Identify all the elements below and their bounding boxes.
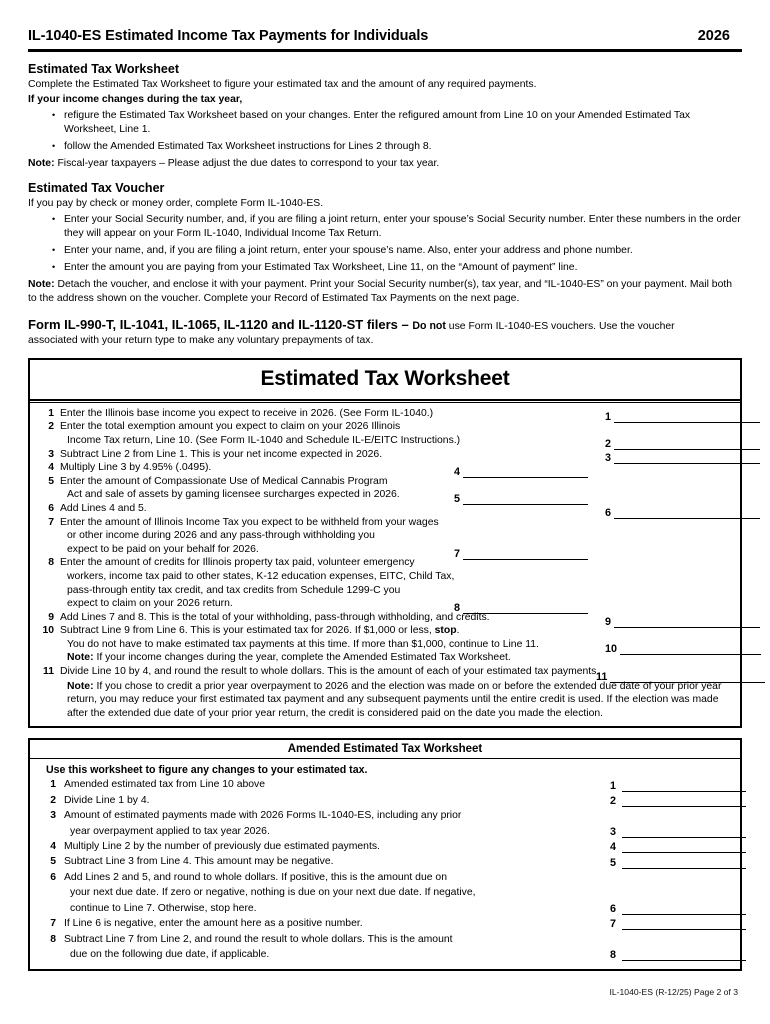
list-item: • refigure the Estimated Tax Worksheet based on your changes. Enter the refigured amount from Line 10 on your Amended Estimated Tax Worksheet, Line 1.: [54, 109, 742, 137]
worksheet-body: [30, 403, 740, 727]
line-text-tail: .: [456, 625, 460, 637]
note-label: Note:: [28, 279, 55, 291]
section-heading-estimated-tax-worksheet: Estimated Tax Worksheet: [28, 62, 179, 76]
line-text-cont3: expect to claim on your 2026 return.: [67, 598, 233, 610]
answer-line-7[interactable]: [454, 549, 588, 560]
answer-number: 8: [454, 601, 461, 614]
answer-blank[interactable]: [622, 828, 746, 838]
line-text-cont: or other income during 2026 and any pass-through withholding you: [67, 530, 375, 542]
page-header: [28, 0, 742, 44]
list-item: • Enter your name, and, if you are filing a joint return, enter your spouse’s name. Also, enter your address and phone number.: [54, 244, 742, 258]
amended-answer-line-4[interactable]: [610, 842, 746, 853]
line-text: If Line 6 is negative, enter the amount here as a positive number.: [64, 918, 363, 930]
answer-line-8[interactable]: [454, 603, 588, 614]
line-text-cont2: continue to Line 7. Otherwise, stop here.: [70, 902, 257, 914]
worksheet-line-7: [36, 516, 732, 557]
voucher-lead: If you pay by check or money order, complete Form IL-1040-ES.: [28, 198, 324, 210]
answer-number: 5: [454, 492, 461, 505]
line-number: 2: [50, 794, 56, 806]
intro-bullet-list: [28, 109, 742, 154]
line-text: Enter the Illinois base income you expect to receive in 2026. (See Form IL-1040.): [60, 407, 434, 419]
line-text: Enter the total exemption amount you expect to claim on your 2026 Illinois: [60, 421, 401, 433]
answer-blank[interactable]: [620, 645, 761, 655]
line-text: Subtract Line 2 from Line 1. This is your net income expected in 2026.: [60, 448, 383, 460]
answer-number: 5: [610, 857, 617, 870]
tax-year: 2026: [697, 28, 730, 44]
line-text: Add Lines 4 and 5.: [60, 502, 147, 514]
answer-line-10[interactable]: [605, 644, 761, 655]
line-text: Subtract Line 7 from Line 2, and round the result to whole dollars. This is the amount: [64, 933, 453, 945]
answer-number: 11: [596, 670, 608, 683]
line-text: Enter the amount of credits for Illinois property tax paid, volunteer emergency: [60, 557, 415, 569]
list-item: • follow the Amended Estimated Tax Worksheet instructions for Lines 2 through 8.: [54, 140, 742, 154]
filers-paragraph: [28, 317, 742, 334]
worksheet-line-8: [36, 556, 732, 610]
answer-blank[interactable]: [614, 509, 760, 519]
filers-second-line: associated with your return type to make any voluntary prepayments of tax.: [28, 334, 374, 346]
filers-bold-lead: Form IL-990-T, IL-1041, IL-1065, IL-1120 and IL-1120-ST filers –: [28, 316, 413, 332]
line-text-cont: Act and sale of assets by gaming licensee surcharges expected in 2026.: [67, 489, 400, 501]
answer-number: 9: [605, 615, 612, 628]
answer-line-3[interactable]: [605, 453, 760, 464]
voucher-note: [28, 278, 742, 306]
amended-answer-line-7[interactable]: [610, 919, 746, 930]
answer-number: 2: [605, 437, 612, 450]
answer-number: 6: [605, 506, 612, 519]
line-text-cont2: pass-through entity tax credit, and tax credits from Schedule 1299-C you: [67, 584, 401, 596]
line-number: 4: [50, 841, 56, 853]
line-number: 3: [50, 810, 56, 822]
answer-number: 2: [610, 795, 617, 808]
answer-blank[interactable]: [463, 468, 588, 478]
answer-blank[interactable]: [614, 413, 760, 423]
answer-line-4[interactable]: [454, 467, 588, 478]
amended-lead: Use this worksheet to figure any changes to your estimated tax.: [46, 764, 368, 777]
amended-worksheet-body: [30, 759, 740, 969]
answer-blank[interactable]: [614, 440, 760, 450]
amended-answer-line-6[interactable]: [610, 904, 746, 915]
intro-note: [28, 157, 742, 171]
answer-line-6[interactable]: [605, 508, 760, 519]
answer-line-11[interactable]: [596, 672, 765, 683]
answer-line-2[interactable]: [605, 439, 760, 450]
answer-blank[interactable]: [622, 797, 746, 807]
intro-lead: Complete the Estimated Tax Worksheet to figure your estimated tax and the amount of any required payments.: [28, 79, 537, 90]
answer-number: 7: [454, 547, 461, 560]
amended-answer-line-2[interactable]: [610, 796, 746, 807]
line-text-cont: your next due date. If zero or negative, nothing is due on your next due date. If negative,: [70, 887, 476, 899]
line-text: Divide Line 1 by 4.: [64, 794, 150, 806]
worksheet-line-5: [36, 475, 732, 502]
line-text-cont2: expect to be paid on your behalf for 2026.: [67, 543, 259, 555]
answer-blank[interactable]: [463, 495, 588, 505]
line-number: 1: [48, 407, 54, 419]
line-text-cont: year overpayment applied to tax year 2026.: [70, 825, 270, 837]
line-number: 8: [50, 933, 56, 945]
line-text: Enter the amount of Compassionate Use of Medical Cannabis Program: [60, 475, 388, 487]
answer-number: 4: [454, 465, 461, 478]
line-number: 5: [48, 475, 54, 487]
answer-number: 10: [605, 642, 618, 655]
line-text: Multiply Line 3 by 4.95% (.0495).: [60, 462, 212, 474]
answer-number: 1: [605, 410, 612, 423]
worksheet-title: Estimated Tax Worksheet: [260, 366, 510, 390]
answer-blank[interactable]: [463, 604, 588, 614]
page-title: IL-1040-ES Estimated Income Tax Payments for Individuals: [28, 28, 429, 44]
answer-number: 3: [610, 826, 617, 839]
note-label: Note:: [28, 158, 55, 169]
note-label: Note:: [67, 680, 94, 692]
amended-estimated-tax-worksheet-box: [28, 738, 742, 971]
line-text-cont: workers, income tax paid to other states, K-12 education expenses, EITC, Child Tax,: [67, 570, 455, 582]
line-text-cont: You do not have to make estimated tax payments at this time. If more than $1,000, continue to Line 11.: [67, 638, 539, 650]
header-rule: [28, 49, 742, 52]
answer-line-9[interactable]: [605, 617, 760, 628]
line-text: Amount of estimated payments made with 2026 Forms IL-1040-ES, including any prior: [64, 810, 462, 822]
line-number: 11: [43, 666, 54, 678]
estimated-tax-worksheet-box: [28, 358, 742, 729]
list-item: • Enter your Social Security number, and, if you are filing a joint return, enter your spouse’s Social Security number. Enter these numbers in the order they will appear on your Form IL-1040, Individual Income Tax Return.: [54, 213, 742, 241]
line-number: 6: [50, 871, 56, 883]
answer-blank[interactable]: [622, 843, 746, 853]
line-text: Add Lines 2 and 5, and round to whole dollars. If positive, this is the amount due on: [64, 871, 447, 883]
line-text-cont: Income Tax return, Line 10. (See Form IL-1040 and Schedule IL-E/EITC Instructions.): [67, 434, 461, 446]
line-number: 4: [48, 462, 54, 474]
line-text: Enter the amount of Illinois Income Tax you expect to be withheld from your wages: [60, 516, 439, 528]
answer-blank[interactable]: [622, 905, 746, 915]
amended-answer-line-3[interactable]: [610, 827, 746, 838]
note-text: If your income changes during the year, complete the Amended Estimated Tax Worksheet.: [93, 652, 511, 664]
page-footer: IL-1040-ES (R-12/25) Page 2 of 3: [609, 987, 738, 997]
answer-blank[interactable]: [614, 618, 760, 628]
line-text-main: Subtract Line 9 from Line 6. This is your estimated tax for 2026. If $1,000 or less,: [60, 625, 435, 637]
amended-worksheet-title: Amended Estimated Tax Worksheet: [287, 743, 483, 756]
filers-do-not: Do not: [412, 319, 446, 332]
answer-number: 1: [610, 780, 617, 793]
answer-number: 6: [610, 903, 617, 916]
line-text: Amended estimated tax from Line 10 above: [64, 779, 266, 791]
answer-number: 8: [610, 949, 617, 962]
answer-line-1[interactable]: [605, 412, 760, 423]
answer-blank[interactable]: [622, 951, 746, 961]
amended-answer-line-5[interactable]: [610, 858, 746, 869]
answer-number: 7: [610, 918, 617, 931]
worksheet-final-note: [36, 680, 732, 721]
line-text-cont: due on the following due date, if applicable.: [70, 948, 270, 960]
line-number: 7: [48, 516, 54, 528]
list-item: • Enter the amount you are paying from your Estimated Tax Worksheet, Line 11, on the “Amount of payment” line.: [54, 261, 742, 275]
note-text: Detach the voucher, and enclose it with your payment. Print your Social Security number(s), tax year, and “IL-1040-ES” on your payment. Mail both to the address shown on the voucher. Complete your Record of Estimated Tax Payments on the next page.: [28, 279, 733, 305]
note-text: Fiscal-year taxpayers – Please adjust the due dates to correspond to your tax year.: [54, 158, 440, 169]
line-number: 1: [50, 779, 56, 791]
line-text: Subtract Line 3 from Line 4. This amount may be negative.: [64, 856, 334, 868]
line-number: 3: [48, 448, 54, 460]
note-text: If you chose to credit a prior year overpayment to 2026 and the election was made on or before the extended due date of your prior year return, you may reduce your first estimated tax payment and any subsequent payments until the entire credit is used. If the election was made after the extended due date of your prior year return, the credit is considered paid on the date you made the election.: [67, 680, 722, 719]
line-number: 9: [48, 611, 54, 623]
answer-blank[interactable]: [610, 673, 765, 683]
line-number: 8: [48, 557, 54, 569]
answer-blank[interactable]: [622, 782, 746, 792]
line-text: Divide Line 10 by 4, and round the result to whole dollars. This is the amount of each of your estimated tax payments.: [60, 666, 600, 678]
line-number: 2: [48, 421, 54, 433]
answer-number: 4: [610, 841, 617, 854]
intro-subhead: If your income changes during the tax year,: [28, 94, 243, 105]
line-number: 10: [42, 625, 54, 637]
note-label: Note:: [67, 652, 94, 664]
answer-line-5[interactable]: [454, 494, 588, 505]
amended-answer-line-1[interactable]: [610, 781, 746, 792]
line-number: 7: [50, 918, 56, 930]
answer-number: 3: [605, 451, 612, 464]
line-text: Multiply Line 2 by the number of previously due estimated payments.: [64, 841, 380, 853]
line-number: 6: [48, 502, 54, 514]
amended-answer-line-8[interactable]: [610, 950, 746, 961]
voucher-bullet-list: [28, 213, 742, 275]
final-note: [36, 680, 732, 721]
filers-rest: use Form IL-1040-ES vouchers. Use the voucher: [445, 320, 675, 332]
answer-blank[interactable]: [614, 454, 760, 464]
line-number: 5: [50, 856, 56, 868]
line-text: Add Lines 7 and 8. This is the total of your withholding, pass-through withholding, and credits.: [60, 611, 490, 623]
answer-blank[interactable]: [622, 859, 746, 869]
answer-blank[interactable]: [622, 920, 746, 930]
answer-blank[interactable]: [463, 550, 588, 560]
line-text-stop: stop: [434, 625, 457, 637]
section-heading-estimated-tax-voucher: Estimated Tax Voucher: [28, 181, 165, 196]
